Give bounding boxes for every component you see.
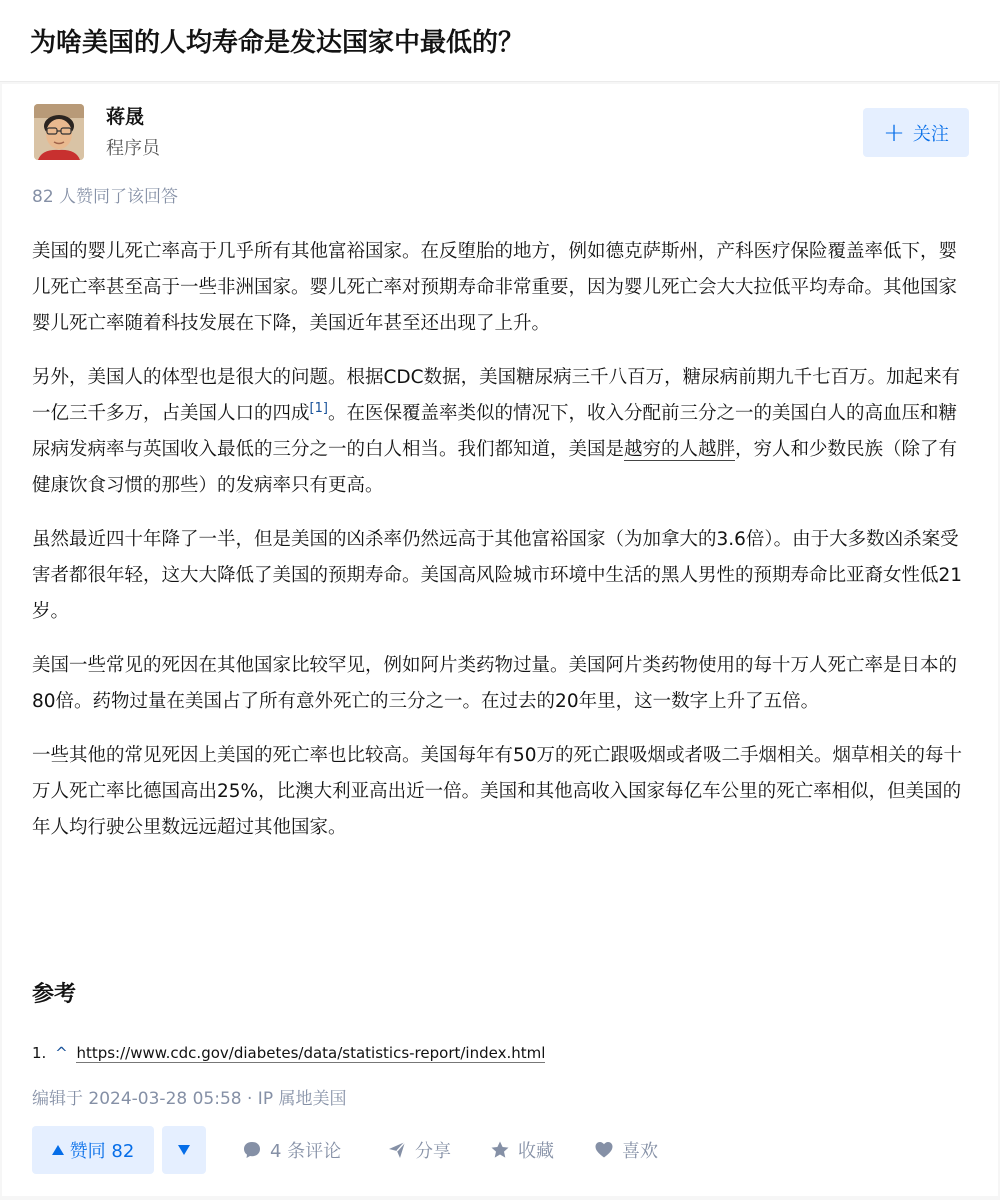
question-header <box>0 0 1000 82</box>
answer-card <box>2 84 998 1196</box>
author-name[interactable]: 蒋晟 <box>106 106 145 128</box>
references-heading: 参考 <box>32 982 77 1007</box>
avatar[interactable] <box>34 104 84 160</box>
inline-link[interactable]: 越穷的人越胖 <box>624 439 736 460</box>
comment-icon <box>242 1140 262 1160</box>
reference-index: 1. <box>32 1044 47 1062</box>
answer-paragraph: 美国的婴儿死亡率高于几乎所有其他富裕国家。在反堕胎的地方，例如德克萨斯州，产科医疗保险覆盖率低下，婴儿死亡率甚至高于一些非洲国家。婴儿死亡率对预期寿命非常重要，因为婴儿死亡会大大拉低平均寿命。其他国家婴儿死亡率随着科技发展在下降，美国近年甚至还出现了上升。 <box>32 241 958 334</box>
author-bio: 程序员 <box>106 138 160 159</box>
answer-paragraph <box>32 360 972 504</box>
reference-url[interactable]: https://www.cdc.gov/diabetes/data/statistics-report/index.html <box>76 1044 546 1062</box>
upvote-label: 赞同 82 <box>69 1141 135 1162</box>
answer-paragraph: 美国一些常见的死因在其他国家比较罕见，例如阿片类药物过量。美国阿片类药物使用的每十万人死亡率是日本的80倍。药物过量在美国占了所有意外死亡的三分之一。在过去的20年里，这一数字上升了五倍。 <box>32 655 958 712</box>
favorite-label: 收藏 <box>518 1141 554 1162</box>
favorite-button[interactable] <box>490 1126 554 1174</box>
answer-paragraph: 一些其他的常见死因上美国的死亡率也比较高。美国每年有50万的死亡跟吸烟或者吸二手烟相关。烟草相关的每十万人死亡率比德国高出25%，比澳大利亚高出近一倍。美国和其他高收入国家每亿车公里的死亡率相似，但美国的年人均行驶公里数远远超过其他国家。 <box>32 745 963 838</box>
action-bar <box>32 1126 972 1174</box>
star-icon <box>490 1140 510 1160</box>
follow-label: 关注 <box>912 123 949 145</box>
edit-info: 编辑于 2024-03-28 05:58 · IP 属地美国 <box>32 1089 347 1109</box>
paragraph-text: 另外，美国人的体型也是很大的问题。根据CDC数据，美国糖尿病三千八百万，糖尿病前期九千七百万。加起来有一亿三千多万，占美国人口的四成 <box>32 367 961 424</box>
reference-caret[interactable]: ^ <box>55 1044 68 1062</box>
paragraph-text: 。在医保覆盖率类似的情况下，收入分配前三分之一的美国白人的高血压和糖尿病发病率与英国收入最低的三分之一的白人相当。我们都知道，美国是 <box>32 403 957 460</box>
triangle-down-icon <box>178 1145 190 1155</box>
paragraph-text: ，穷人和少数民族（除了有健康饮食习惯的那些）的发病率只有更高。 <box>32 439 958 496</box>
downvote-button[interactable] <box>162 1126 206 1174</box>
upvote-button[interactable] <box>32 1126 154 1174</box>
share-label: 分享 <box>415 1141 451 1162</box>
like-label: 喜欢 <box>622 1141 658 1162</box>
avatar-image <box>34 104 84 160</box>
question-title[interactable]: 为啥美国的人均寿命是发达国家中最低的？ <box>30 28 525 58</box>
comments-label: 4 条评论 <box>270 1141 342 1162</box>
plus-icon: + <box>883 117 905 148</box>
follow-button[interactable] <box>863 108 969 157</box>
like-button[interactable] <box>594 1126 658 1174</box>
triangle-up-icon <box>52 1145 64 1155</box>
share-button[interactable] <box>387 1126 451 1174</box>
heart-icon <box>594 1140 614 1160</box>
answer-paragraph: 虽然最近四十年降了一半，但是美国的凶杀率仍然远高于其他富裕国家（为加拿大的3.6倍）。由于大多数凶杀案受害者都很年轻，这大大降低了美国的预期寿命。美国高风险城市环境中生活的黑人男性的预期寿命比亚裔女性低21岁。 <box>32 529 963 622</box>
vote-summary: 82 人赞同了该回答 <box>32 187 179 207</box>
share-icon <box>387 1140 407 1160</box>
comments-button[interactable] <box>242 1126 341 1174</box>
reference-link[interactable]: [1] <box>309 400 328 416</box>
reference-item <box>32 1044 545 1062</box>
answer-content <box>32 234 972 864</box>
